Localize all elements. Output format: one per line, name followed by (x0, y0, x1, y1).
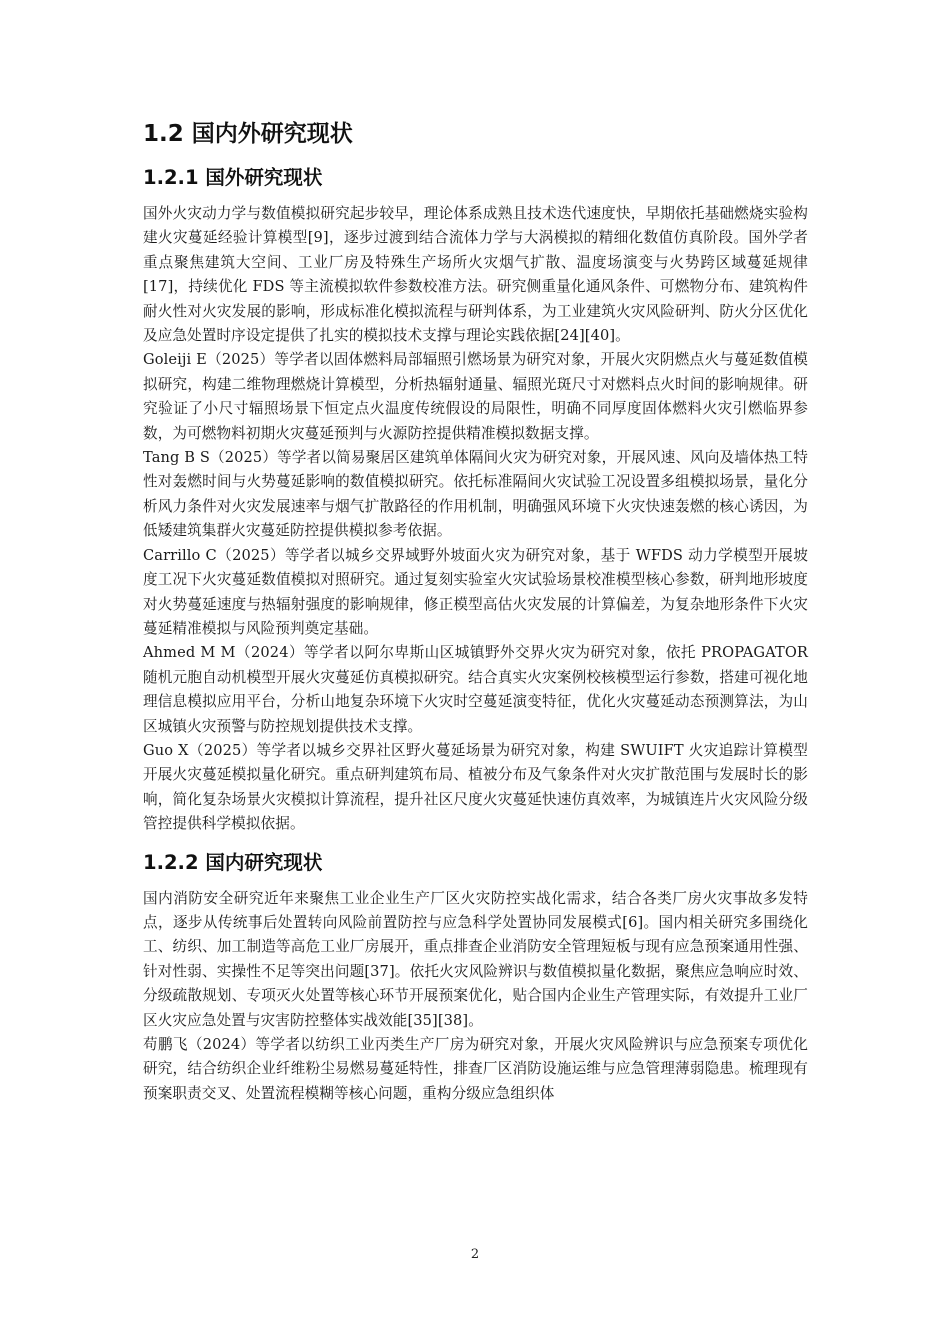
section-heading (143, 118, 808, 150)
subsection-heading-foreign (143, 164, 808, 192)
paragraph: Carrillo C（2025）等学者以城乡交界域野外坡面火灾为研究对象，基于 WFDS 动力学模型开展坡度工况下火灾蔓延数值模拟对照研究。通过复刻实验室火灾试验场景校准模型核心参数，研判地形坡度对火势蔓延速度与热辐射强度的影响规律，修正模型高估火灾发展的计算偏差，为复杂地形条件下火灾蔓延精准模拟与风险预判奠定基础。 (143, 546, 808, 637)
page-number: 2 (470, 1247, 480, 1262)
subsection-title: 国外研究现状 (205, 166, 323, 189)
paragraph: Guo X（2025）等学者以城乡交界社区野火蔓延场景为研究对象，构建 SWUIFT 火灾追踪计算模型开展火灾蔓延模拟量化研究。重点研判建筑布局、植被分布及气象条件对火灾扩散范围与发展时长的影响，简化复杂场景火灾模拟计算流程，提升社区尺度火灾蔓延快速仿真效率，为城镇连片火灾风险分级管控提供科学模拟依据。 (143, 741, 808, 833)
subsection-heading-domestic (143, 849, 808, 877)
document-page (143, 118, 808, 1106)
subsection-title: 国内研究现状 (205, 850, 323, 874)
paragraph: Tang B S（2025）等学者以简易聚居区建筑单体隔间火灾为研究对象，开展风速、风向及墙体热工特性对轰燃时间与火势蔓延影响的数值模拟研究。依托标准隔间火灾试验工况设置多组模拟场景，量化分析风力条件对火灾发展速率与烟气扩散路径的作用机制，明确强风环境下火灾快速轰燃的核心诱因，为低矮建筑集群火灾蔓延防控提供模拟参考依据。 (143, 449, 808, 540)
section-title: 国内外研究现状 (191, 121, 353, 147)
paragraph: 国内消防安全研究近年来聚焦工业企业生产厂区火灾防控实战化需求，结合各类厂房火灾事故多发特点，逐步从传统事后处置转向风险前置防控与应急科学处置协同发展模式[6]。国内相关研究多围绕化工、纺织、加工制造等高危工业厂房展开，重点排查企业消防安全管理短板与现有应急预案通用性强、针对性弱、实操性不足等突出问题[37]。依托火灾风险辨识与数值模拟量化数据，聚焦应急响应时效、分级疏散规划、专项灭火处置等核心环节开展预案优化，贴合国内企业生产管理实际，有效提升工业厂区火灾应急处置与灾害防控整体实战效能[35][38]。 (143, 889, 808, 1029)
paragraph: Ahmed M M（2024）等学者以阿尔卑斯山区城镇野外交界火灾为研究对象，依托 PROPAGATOR 随机元胞自动机模型开展火灾蔓延仿真模拟研究。结合真实火灾案例校核模型运行参数，搭建可视化地理信息模拟应用平台，分析山地复杂环境下火灾时空蔓延演变特征，优化火灾蔓延动态预测算法，为山区城镇火灾预警与防控规划提供技术支撑。 (143, 644, 808, 735)
section-number: 1.2 (143, 121, 184, 147)
subsection-number: 1.2.1 (143, 166, 199, 189)
paragraph: 国外火灾动力学与数值模拟研究起步较早，理论体系成熟且技术迭代速度快，早期依托基础燃烧实验构建火灾蔓延经验计算模型[9]，逐步过渡到结合流体力学与大涡模拟的精细化数值仿真阶段。国外学者重点聚焦建筑大空间、工业厂房及特殊生产场所火灾烟气扩散、温度场演变与火势跨区域蔓延规律[17]，持续优化 FDS 等主流模拟软件参数校准方法。研究侧重量化通风条件、可燃物分布、建筑构件耐火性对火灾发展的影响，形成标准化模拟流程与研判体系，为工业建筑火灾风险研判、防火分区优化及应急处置时序设定提供了扎实的模拟技术支撑与理论实践依据[24][40]。 (143, 205, 808, 345)
paragraph: 苟鹏飞（2024）等学者以纺织工业丙类生产厂房为研究对象，开展火灾风险辨识与应急预案专项优化研究，结合纺织企业纤维粉尘易燃易蔓延特性，排查厂区消防设施运维与应急管理薄弱隐患。梳理现有预案职责交叉、处置流程模糊等核心问题，重构分级应急组织体 (143, 1036, 808, 1102)
paragraph: Goleiji E（2025）等学者以固体燃料局部辐照引燃场景为研究对象，开展火灾阴燃点火与蔓延数值模拟研究，构建二维物理燃烧计算模型，分析热辐射通量、辐照光斑尺寸对燃料点火时间的影响规律。研究验证了小尺寸辐照场景下恒定点火温度传统假设的局限性，明确不同厚度固体燃料火灾引燃临界参数，为可燃物料初期火灾蔓延预判与火源防控提供精准模拟数据支撑。 (143, 351, 808, 442)
subsection-number: 1.2.2 (143, 850, 199, 874)
